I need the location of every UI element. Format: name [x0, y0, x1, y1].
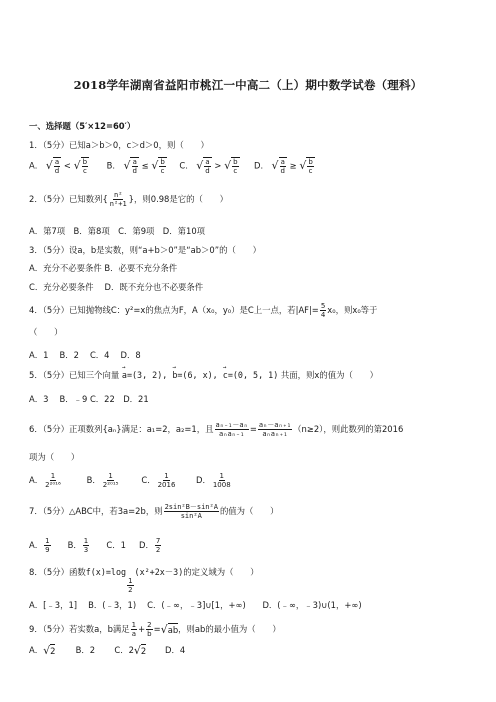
q6-options — [29, 472, 233, 489]
q9-option-a: A． √ 2 — [29, 643, 56, 657]
q1-option-c: C． √ $\frac{a}{d}$ > √ $\frac{b}{c}$ — [179, 158, 238, 175]
q7-options — [29, 537, 162, 554]
q6-option-c: C． $\frac{1}{2016}$ — [141, 472, 176, 489]
q9-option-b: B．2 — [75, 645, 96, 655]
q7-option-c: C．1 — [106, 540, 126, 550]
q7-option-a: A． $\frac{1}{9}$ — [29, 537, 50, 554]
q5-stem: 5．（5分）已知三个向量 → a=(3, 2), → b=(6, x), → c=(0, 5, 1) 共面，则x的值为（ ） — [29, 369, 378, 381]
q6-stem: 6．（5分）正项数列{aₙ}满足：a₁=2，a₂=1，且 $\frac{\text{aₙ₋₁－aₙ}}{\text{aₙaₙ₋₁}}$ = $\frac{\text{aₙ－aₙ₊₁}}{\text{aₙaₙ₊₁}}$ （n≥2），则此数列的第2016 — [29, 421, 404, 438]
q3-stem: 3．（5分）设a，b是实数，则“a+b＞0”是“ab＞0”的（ ） — [29, 245, 261, 255]
q6-stem-cont: 项为（ ） — [29, 452, 80, 462]
q3-options-row1: A．充分不必要条件 B．必要不充分条件 — [29, 263, 178, 273]
q7-stem: 7．（5分）△ABC中，若3a=2b，则 $\frac{\text{2sin²B－sin²A}}{\text{sin²A}}$ 的值为（ ） — [29, 503, 279, 520]
q2-stem: 2．（5分）已知数列{ $\frac{\text{n²}}{\text{n²+1}}$ }，则0.98是它的（ ） — [29, 191, 229, 208]
q7-option-d: D． $\frac{7}{2}$ — [139, 537, 161, 554]
q1-stem: 1．（5分）已知a＞b＞0，c＞d＞0，则（ ） — [29, 140, 209, 150]
q5-options: A．3 B．﹣9 C．22 D．21 — [29, 394, 149, 404]
q8-options: A．[﹣3，1] B．(﹣3，1) C．(﹣∞，﹣3]∪[1，+∞) D．(﹣∞，﹣3)∪(1，+∞) — [29, 600, 362, 610]
q9-stem: 9．（5分）若实数a，b满足 $\frac{1}{a}$ + $\frac{2}{b}$ = √ ab ，则ab的最小值为（ ） — [29, 621, 281, 638]
q6-option-d: D． $\frac{1}{1008}$ — [196, 472, 231, 489]
q1-option-b: B． √ $\frac{a}{d}$ ≤ √ $\frac{b}{c}$ — [106, 158, 165, 175]
section-heading: 一、选择题（5′×12=60′） — [29, 121, 136, 131]
q2-options: A．第7项 B．第8项 C．第9项 D．第10项 — [29, 226, 206, 236]
page-title: 2018学年湖南省益阳市桃江一中高二（上）期中数学试卷（理科） — [73, 78, 423, 92]
q1-option-d: D． √ $\frac{a}{d}$ ≥ √ $\frac{b}{c}$ — [254, 158, 313, 175]
q6-option-b: B． $\frac{1}{\text{2²⁰¹⁵}}$ — [86, 472, 119, 489]
q8-stem: 8．（5分）函数f(x)=log $\frac{1}{2}$ (x²+2x－3)的定义域为（ ） — [29, 567, 259, 594]
q4-options: A．1 B．2 C．4 D．8 — [29, 350, 141, 360]
q4-paren: （ ） — [29, 327, 63, 337]
q9-option-d: D．4 — [165, 645, 186, 655]
q9-options — [29, 644, 185, 657]
q6-option-a: A． $\frac{1}{\text{2²⁰¹⁶}}$ — [29, 472, 61, 489]
q7-option-b: B． $\frac{1}{3}$ — [67, 537, 89, 554]
q1-options — [29, 157, 315, 175]
q1-option-a: A． √ $\frac{a}{d}$ < √ $\frac{b}{c}$ — [29, 158, 88, 175]
q9-option-c: C．2 √ 2 — [114, 643, 147, 657]
q4-stem: 4．（5分）已知抛物线C：y²=x的焦点为F，A（x₀，y₀）是C上一点，若|AF|= $\frac{5}{4}$ x₀，则x₀等于 — [29, 302, 378, 319]
q3-options-row2: C．充分必要条件 D．既不充分也不必要条件 — [29, 282, 204, 292]
